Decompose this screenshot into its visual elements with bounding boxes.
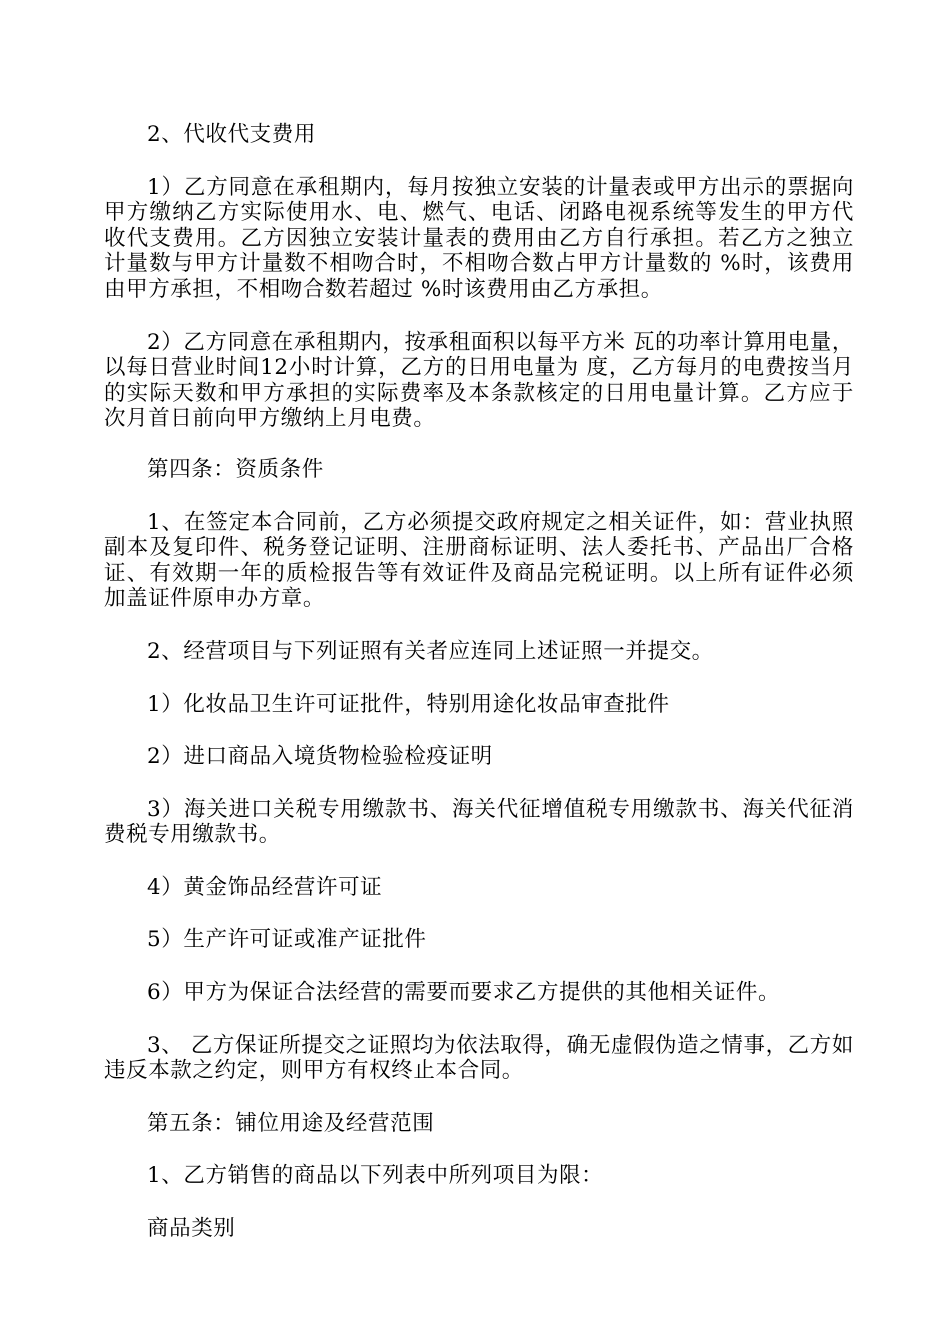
list-item-5: 5）生产许可证或准产证批件 — [147, 927, 427, 953]
article-4-heading: 第四条：资质条件 — [147, 456, 324, 482]
article-5-heading: 第五条：铺位用途及经营范围 — [147, 1110, 435, 1136]
list-item-2: 2）进口商品入境货物检验检疫证明 — [147, 744, 493, 770]
paragraph-fees-1: 1）乙方同意在承租期内，每月按独立安装的计量表或甲方出示的票据向甲方缴纳乙方实际使用水、电、燃气、电话、闭路电视系统等发生的甲方代收代支费用。乙方因独立安装计量表的费用由乙方自行承担。若乙方之独立计量数与甲方计量数不相吻合时，不相吻合数占甲方计量数的 %时，该费用由甲方承担，不相吻合数若超过 %时该费用由乙方承担。 — [104, 174, 854, 302]
list-item-3: 3）海关进口关税专用缴款书、海关代征增值税专用缴款书、海关代征消费税专用缴款书。 — [104, 796, 854, 848]
paragraph-fees-2: 2）乙方同意在承租期内，按承租面积以每平方米 瓦的功率计算用电量，以每日营业时间12小时计算，乙方的日用电量为 度，乙方每月的电费按当月的实际天数和甲方承担的实际费率及本条款核定的日用电量计算。乙方应于次月首日前向甲方缴纳上月电费。 — [104, 329, 854, 432]
paragraph-qualification-1: 1、在签定本合同前，乙方必须提交政府规定之相关证件，如：营业执照副本及复印件、税务登记证明、注册商标证明、法人委托书、产品出厂合格证、有效期一年的质检报告等有效证件及商品完税证明。以上所有证件必须加盖证件原申办方章。 — [104, 509, 854, 612]
section-heading-fees: 2、代收代支费用 — [147, 122, 316, 147]
list-item-1: 1）化妆品卫生许可证批件，特别用途化妆品审查批件 — [147, 691, 670, 717]
table-caption-product-category: 商品类别 — [147, 1216, 236, 1242]
list-item-6: 6）甲方为保证合法经营的需要而要求乙方提供的其他相关证件。 — [147, 980, 781, 1006]
paragraph-scope-1: 1、乙方销售的商品以下列表中所列项目为限： — [147, 1163, 604, 1189]
paragraph-qualification-2: 2、经营项目与下列证照有关者应连同上述证照一并提交。 — [147, 638, 714, 664]
paragraph-qualification-3: 3、 乙方保证所提交之证照均为依法取得，确无虚假伪造之情事，乙方如违反本款之约定，则甲方有权终止本合同。 — [104, 1032, 854, 1084]
list-item-4: 4）黄金饰品经营许可证 — [147, 874, 383, 900]
